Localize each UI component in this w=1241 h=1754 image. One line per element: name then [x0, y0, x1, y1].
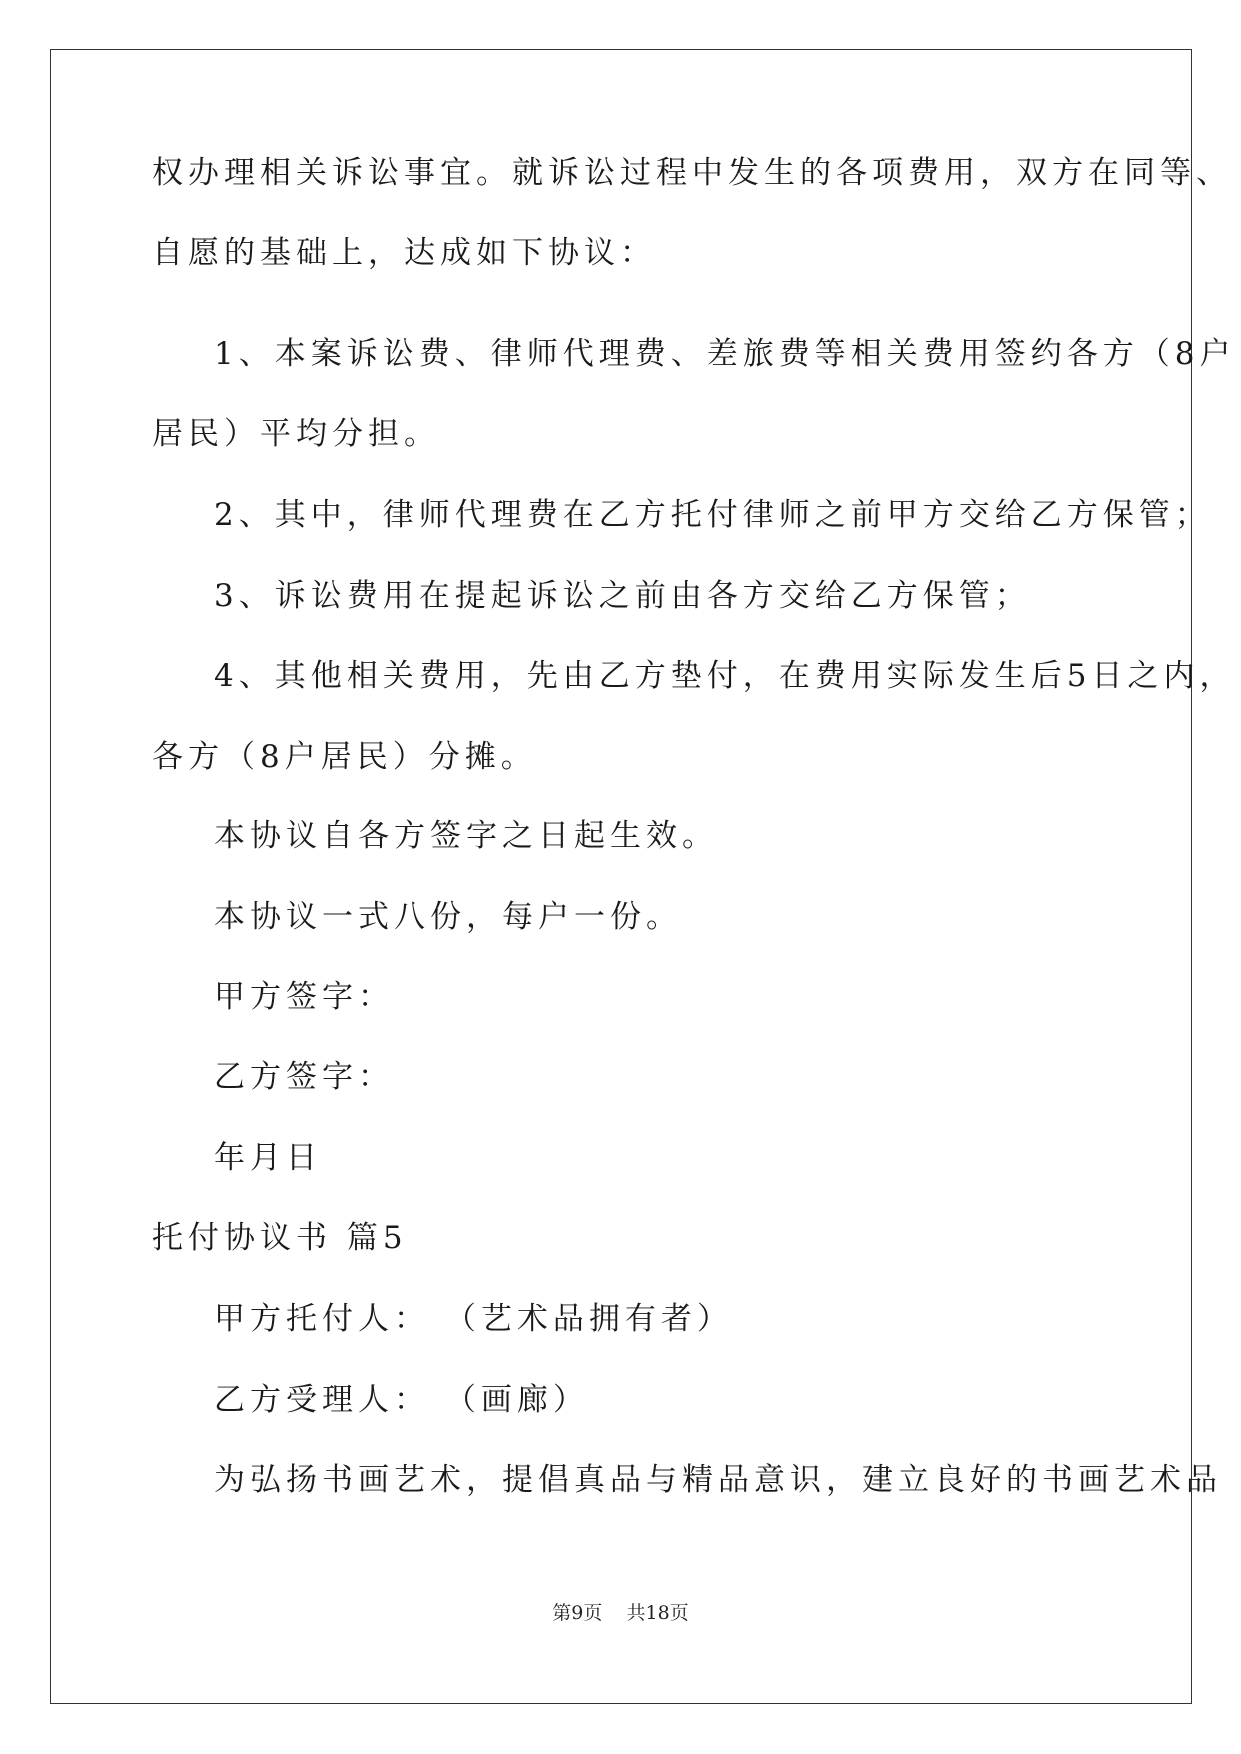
paragraph-line-2: 自愿的基础上，达成如下协议：: [152, 235, 656, 271]
party-b-signature: 乙方签字：: [214, 1059, 394, 1095]
clause-4-line-1: 4、其他相关费用，先由乙方垫付，在费用实际发生后5日之内，: [214, 658, 1236, 694]
preamble-line: 为弘扬书画艺术，提倡真品与精品意识，建立良好的书画艺术品: [214, 1462, 1222, 1498]
clause-3: 3、诉讼费用在提起诉讼之前由各方交给乙方保管；: [214, 578, 1031, 614]
party-a-signature: 甲方签字：: [214, 979, 394, 1015]
copies-clause: 本协议一式八份，每户一份。: [214, 899, 682, 935]
party-a-entrustor: 甲方托付人： （艺术品拥有者）: [214, 1301, 733, 1337]
clause-2: 2、其中，律师代理费在乙方托付律师之前甲方交给乙方保管；: [214, 497, 1211, 533]
page-number: 第9页: [552, 1602, 603, 1624]
clause-1-line-1: 1、本案诉讼费、律师代理费、差旅费等相关费用签约各方（8户: [214, 336, 1236, 372]
page-footer: [0, 1601, 1241, 1625]
page-total: 共18页: [626, 1602, 689, 1624]
section-heading: 托付协议书 篇5: [152, 1220, 408, 1256]
effective-clause: 本协议自各方签字之日起生效。: [214, 818, 718, 854]
clause-4-line-2: 各方（8户居民）分摊。: [152, 739, 537, 775]
paragraph-line-1: 权办理相关诉讼事宜。就诉讼过程中发生的各项费用，双方在同等、: [152, 155, 1232, 191]
date-line: 年月日: [214, 1140, 322, 1176]
party-b-acceptor: 乙方受理人： （画廊）: [214, 1382, 589, 1418]
clause-1-line-2: 居民）平均分担。: [152, 416, 440, 452]
page-border: [50, 49, 1192, 1704]
